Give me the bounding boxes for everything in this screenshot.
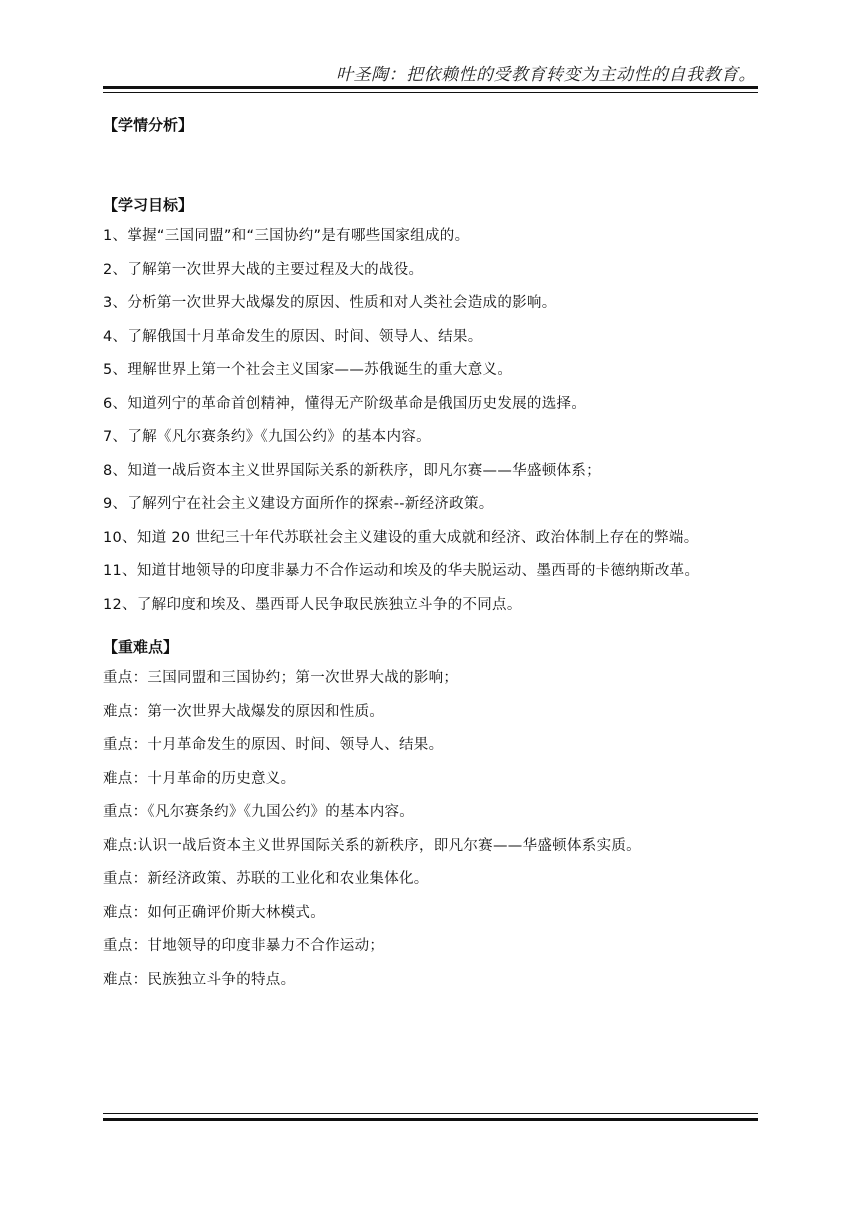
keypoints-list (103, 662, 758, 997)
objective-item: 10、知道 20 世纪三十年代苏联社会主义建设的重大成就和经济、政治体制上存在的弊端。 (103, 529, 699, 546)
keypoint-item: 重点：《凡尔赛条约》《九国公约》的基本内容。 (103, 804, 415, 820)
footer-rule-thick (103, 1118, 758, 1121)
section-title-analysis: 【学情分析】 (103, 116, 194, 134)
objective-item: 9、了解列宁在社会主义建设方面所作的探索--新经济政策。 (103, 496, 494, 512)
keypoint-item: 重点：三国同盟和三国协约；第一次世界大战的影响； (103, 670, 459, 686)
footer-rule-thin (103, 1113, 758, 1114)
objective-item: 12、了解印度和埃及、墨西哥人民争取民族独立斗争的不同点。 (103, 596, 522, 613)
objective-item: 6、知道列宁的革命首创精神，懂得无产阶级革命是俄国历史发展的选择。 (103, 395, 587, 412)
header-rule-thick (103, 86, 758, 89)
keypoint-item: 难点：第一次世界大战爆发的原因和性质。 (103, 703, 385, 720)
keypoint-item: 难点：民族独立斗争的特点。 (103, 971, 296, 988)
keypoint-item: 重点：甘地领导的印度非暴力不合作运动； (103, 938, 385, 954)
objective-item: 7、了解《凡尔赛条约》《九国公约》的基本内容。 (103, 429, 431, 445)
header-quote: 叶圣陶：把依赖性的受教育转变为主动性的自我教育。 (336, 65, 756, 85)
keypoint-item: 难点：十月革命的历史意义。 (103, 770, 296, 787)
objective-item: 4、了解俄国十月革命发生的原因、时间、领导人、结果。 (103, 328, 483, 345)
objective-item: 2、了解第一次世界大战的主要过程及大的战役。 (103, 261, 424, 278)
keypoint-item: 难点:认识一战后资本主义世界国际关系的新秩序，即凡尔赛——华盛顿体系实质。 (103, 837, 641, 854)
header-rule-thin (103, 92, 758, 93)
section-title-keypoints: 【重难点】 (103, 638, 179, 656)
document-body (103, 110, 758, 997)
section-title-objectives: 【学习目标】 (103, 196, 194, 214)
objective-item: 5、理解世界上第一个社会主义国家——苏俄诞生的重大意义。 (103, 362, 513, 378)
keypoint-item: 难点：如何正确评价斯大林模式。 (103, 904, 325, 921)
objective-item: 3、分析第一次世界大战爆发的原因、性质和对人类社会造成的影响。 (103, 295, 557, 311)
objective-item: 8、知道一战后资本主义世界国际关系的新秩序，即凡尔赛——华盛顿体系； (103, 462, 601, 479)
keypoint-item: 重点：十月革命发生的原因、时间、领导人、结果。 (103, 737, 444, 753)
objective-item: 1、掌握“三国同盟”和“三国协约”是有哪些国家组成的。 (103, 228, 470, 244)
objective-item: 11、知道甘地领导的印度非暴力不合作运动和埃及的华夫脱运动、墨西哥的卡德纳斯改革。 (103, 563, 700, 579)
keypoint-item: 重点：新经济政策、苏联的工业化和农业集体化。 (103, 871, 429, 887)
objectives-list (103, 220, 758, 622)
